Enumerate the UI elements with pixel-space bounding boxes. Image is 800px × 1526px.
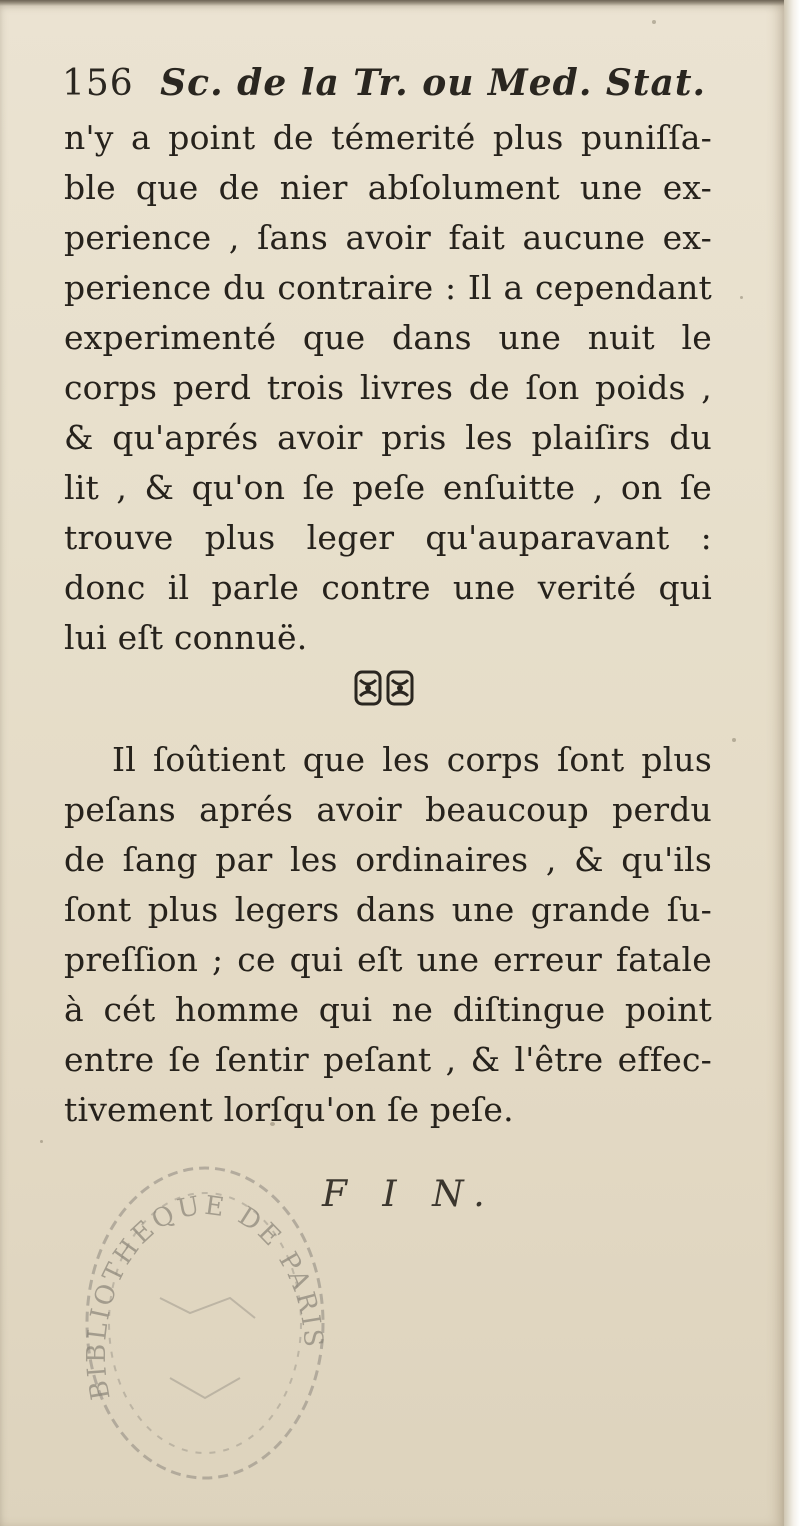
paragraph-1-line: & qu'aprés avoir pris les plaiſirs du [64,418,712,457]
paragraph-1-line: corps perd trois livres de ſon poids , [64,368,712,407]
page-number: 156 [62,63,134,104]
running-title: Sc. de la Tr. ou Med. Stat. [160,62,707,104]
paper-speck [40,1140,43,1143]
library-stamp-icon [70,1148,340,1488]
paragraph-2-line: tivement lorſqu'on ſe peſe. [64,1090,514,1129]
paragraph-2-line: à cét homme qui ne diſtingue point [64,990,712,1029]
closing-fin: F I N. [322,1174,497,1215]
fleuron-icon [352,668,416,708]
paragraph-2-line: de ſang par les ordinaires , & qu'ils [64,840,712,879]
page-top-shadow [0,0,784,6]
running-head [62,62,707,104]
paragraph-1-line: donc il parle contre une verité qui [64,568,712,607]
page-edge [784,0,800,1526]
paper-speck [732,738,736,742]
paragraph-2-line: entre ſe ſentir peſant , & l'être effec- [64,1040,712,1079]
paragraph-1-line: lit , & qu'on ſe peſe enſuitte , on ſe [64,468,712,507]
paragraph-1-line: ble que de nier abſolument une ex- [64,168,712,207]
paper-speck [652,20,656,24]
paragraph-1-line: experimenté que dans une nuit le [64,318,712,357]
paragraph-2-line: preſſion ; ce qui eſt une erreur fatale [64,940,712,979]
paper-speck [740,296,743,299]
paragraph-2-line: peſans aprés avoir beaucoup perdu [64,790,712,829]
paragraph-1-line: trouve plus leger qu'auparavant : [64,518,712,557]
stamp-text: BIBLIOTHEQUE DE PARIS [81,1190,329,1403]
paragraph-1-line: n'y a point de témerité plus puniſſa- [64,118,712,157]
paragraph-1-line: perience , ſans avoir fait aucune ex- [64,218,712,257]
paragraph-2-line: Il ſoûtient que les corps ſont plus [112,740,712,779]
paragraph-2-line: ſont plus legers dans une grande ſu- [64,890,712,929]
paragraph-1-line: lui eſt connuë. [64,618,308,657]
svg-text:BIBLIOTHEQUE DE PARIS [82,1191,328,1402]
paper-speck [270,1122,275,1126]
paragraph-1-line: perience du contraire : Il a cependant [64,268,712,307]
